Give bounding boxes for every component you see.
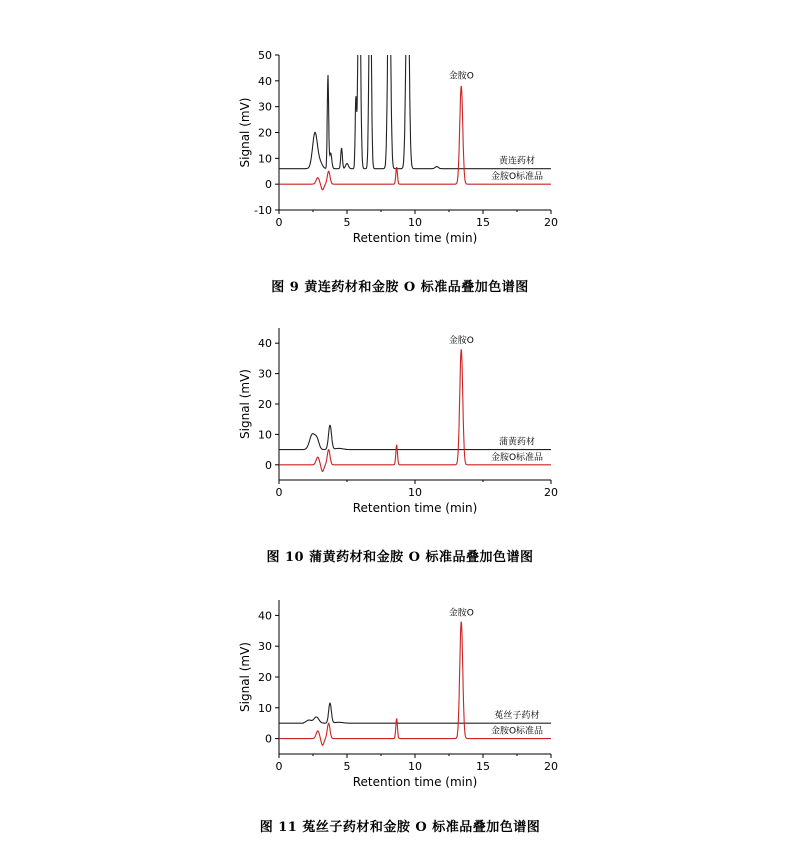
x-tick-label: 20 xyxy=(544,760,558,773)
x-axis-title: Retention time (min) xyxy=(352,501,478,515)
y-tick-label: 20 xyxy=(258,126,272,140)
series-label-0: 蒲黄药材 xyxy=(498,437,536,448)
y-axis-title: Signal (mV) xyxy=(238,642,252,712)
x-tick-label: 10 xyxy=(408,486,422,499)
x-axis-title: Retention time (min) xyxy=(352,775,478,789)
x-tick-label: 10 xyxy=(408,760,422,773)
y-tick-label: 40 xyxy=(258,609,272,623)
x-axis-title: Retention time (min) xyxy=(352,231,478,245)
y-axis-title: Signal (mV) xyxy=(238,97,252,168)
series-label-1: 金胺O标准品 xyxy=(490,452,544,463)
y-tick-label: 30 xyxy=(258,367,272,381)
axes-frame xyxy=(279,55,551,210)
peak-annotation: 金胺O xyxy=(448,336,474,347)
x-tick-label: 15 xyxy=(476,216,490,229)
x-tick-label: 5 xyxy=(343,760,351,773)
figure-10-caption: 图 10 蒲黄药材和金胺 O 标准品叠加色谱图 xyxy=(266,550,534,565)
series-label-0: 黄连药材 xyxy=(498,156,536,167)
y-tick-label: 50 xyxy=(258,49,272,62)
chromatogram-figure-9 xyxy=(0,0,800,260)
chromatogram-figure-11 xyxy=(0,582,800,812)
y-tick-label: 40 xyxy=(258,337,272,351)
x-tick-label: 15 xyxy=(476,760,490,773)
peak-annotation: 金胺O xyxy=(448,608,474,619)
peak-annotation: 金胺O xyxy=(448,71,474,82)
y-tick-label: -10 xyxy=(254,204,272,217)
x-tick-label: 20 xyxy=(544,216,558,229)
y-axis-title: Signal (mV) xyxy=(238,369,252,439)
y-tick-label: 10 xyxy=(258,428,272,442)
x-tick-label: 10 xyxy=(408,216,422,229)
chromatogram-figure-10 xyxy=(0,310,800,540)
y-tick-label: 0 xyxy=(265,732,272,746)
x-tick-label: 20 xyxy=(544,486,558,499)
series-label-1: 金胺O标准品 xyxy=(490,172,544,183)
y-tick-label: 40 xyxy=(258,74,272,88)
x-tick-label: 5 xyxy=(343,216,351,229)
x-tick-label: 0 xyxy=(275,216,283,229)
y-tick-label: 0 xyxy=(265,458,272,472)
y-tick-label: 30 xyxy=(258,100,272,114)
series-label-0: 菟丝子药材 xyxy=(494,711,540,722)
series-line-0 xyxy=(279,0,551,169)
y-tick-label: 10 xyxy=(258,701,272,715)
figure-9-caption: 图 9 黄连药材和金胺 O 标准品叠加色谱图 xyxy=(271,280,529,295)
x-tick-label: 0 xyxy=(275,486,283,499)
figure-11-caption: 图 11 菟丝子药材和金胺 O 标准品叠加色谱图 xyxy=(259,820,541,835)
y-tick-label: 10 xyxy=(258,152,272,166)
y-tick-label: 20 xyxy=(258,398,272,411)
y-tick-label: 30 xyxy=(258,640,272,654)
y-tick-label: 20 xyxy=(258,671,272,684)
x-tick-label: 0 xyxy=(275,760,283,773)
series-label-1: 金胺O标准品 xyxy=(490,726,544,737)
y-tick-label: 0 xyxy=(265,178,272,192)
